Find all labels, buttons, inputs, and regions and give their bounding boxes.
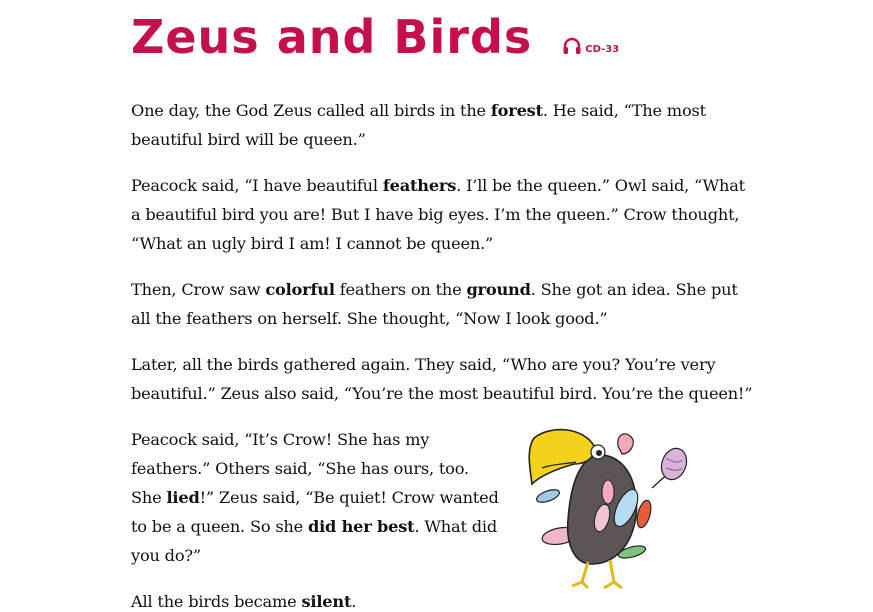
page-title: Zeus and Birds — [131, 10, 533, 64]
text-span: . I’ll be the queen.” Owl said, “What a beautiful bird you are! But I have big eyes. I’m the queen.” Crow thought, “What an ugly bird I am! I cannot be queen.” — [131, 176, 745, 253]
text-span: . — [351, 592, 357, 611]
text-span: feathers on the — [334, 280, 467, 299]
vocab-word-colorful: colorful — [265, 280, 335, 299]
text-span: Peacock said, “It’s Crow! She has my feathers.” Others said, “She has ours, too. She — [131, 430, 469, 507]
vocab-word-silent: silent — [301, 592, 352, 611]
text-span: . She got an idea. She put all the feathers on herself. She thought, “Now I look good.” — [131, 280, 738, 328]
audio-track[interactable] — [562, 37, 619, 55]
vocab-word-feathers: feathers — [382, 176, 457, 195]
cd-track-label: CD-33 — [585, 43, 620, 55]
text-span: Then, Crow saw — [131, 280, 266, 299]
text-span: . What did you do?” — [131, 517, 498, 565]
vocab-word-did-her-best: did her best — [307, 517, 415, 536]
text-span: . He said, “The most beautiful bird will be queen.” — [131, 101, 706, 149]
text-span: Peacock said, “I have beautiful — [131, 176, 383, 195]
vocab-word-ground: ground — [466, 280, 531, 299]
vocab-word-lied: lied — [166, 488, 200, 507]
text-span: Later, all the birds gathered again. They said, “Who are you? You’re very beautiful.” Zeus also said, “You’re the most beautiful bird. You’re the queen!” — [131, 355, 753, 403]
text-span: !” Zeus said, “Be quiet! Crow wanted to be a queen. So she — [131, 488, 499, 536]
text-span: All the birds became — [131, 592, 302, 611]
crow-with-feathers-illustration — [522, 424, 694, 592]
paragraph-3 — [131, 275, 756, 333]
paragraph-5 — [131, 425, 503, 570]
paragraph-4 — [131, 350, 756, 408]
paragraph-2 — [131, 171, 756, 258]
headphones-icon[interactable] — [562, 37, 582, 55]
header — [131, 2, 619, 72]
paragraph-1 — [131, 96, 756, 154]
text-span: One day, the God Zeus called all birds in the — [131, 101, 491, 120]
vocab-word-forest: forest — [490, 101, 543, 120]
